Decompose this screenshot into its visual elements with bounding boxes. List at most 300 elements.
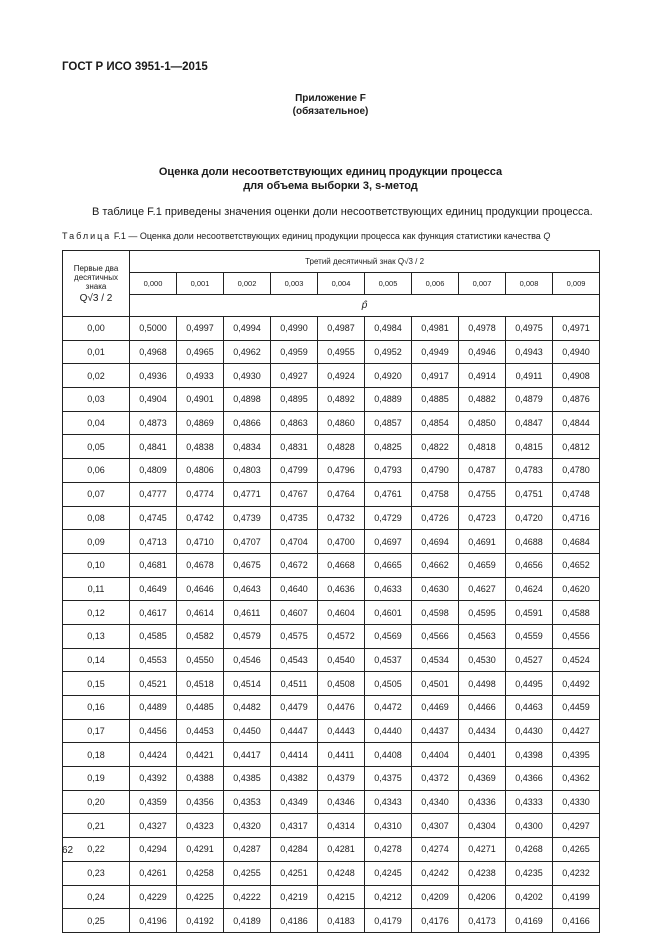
table-cell: 0,4530 xyxy=(459,648,506,672)
row-label: 0,17 xyxy=(63,719,130,743)
table-cell: 0,4930 xyxy=(224,364,271,388)
table-row xyxy=(63,388,600,412)
table-cell: 0,4879 xyxy=(506,388,553,412)
table-cell: 0,4787 xyxy=(459,459,506,483)
table-cell: 0,4962 xyxy=(224,340,271,364)
table-cell: 0,4901 xyxy=(177,388,224,412)
table-cell: 0,4359 xyxy=(130,790,177,814)
table-cell: 0,4349 xyxy=(271,790,318,814)
table-cell: 0,4411 xyxy=(318,743,365,767)
table-cell: 0,4366 xyxy=(506,767,553,791)
table-cell: 0,4617 xyxy=(130,601,177,625)
table-cell: 0,4495 xyxy=(506,672,553,696)
table-cell: 0,4169 xyxy=(506,909,553,933)
table-cell: 0,4863 xyxy=(271,411,318,435)
table-row xyxy=(63,719,600,743)
table-cell: 0,4417 xyxy=(224,743,271,767)
table-cell: 0,4336 xyxy=(459,790,506,814)
table-cell: 0,4630 xyxy=(412,577,459,601)
table-row xyxy=(63,459,600,483)
table-cell: 0,4307 xyxy=(412,814,459,838)
table-cell: 0,4215 xyxy=(318,885,365,909)
row-label: 0,24 xyxy=(63,885,130,909)
table-cell: 0,4943 xyxy=(506,340,553,364)
table-cell: 0,4353 xyxy=(224,790,271,814)
table-cell: 0,4476 xyxy=(318,696,365,720)
table-cell: 0,4990 xyxy=(271,317,318,341)
table-cell: 0,4656 xyxy=(506,553,553,577)
table-cell: 0,4479 xyxy=(271,696,318,720)
table-cell: 0,4281 xyxy=(318,838,365,862)
row-label: 0,09 xyxy=(63,530,130,554)
table-cell: 0,4540 xyxy=(318,648,365,672)
table-cell: 0,4186 xyxy=(271,909,318,933)
table-cell: 0,4751 xyxy=(506,482,553,506)
table-cell: 0,4189 xyxy=(224,909,271,933)
table-cell: 0,4543 xyxy=(271,648,318,672)
row-label: 0,01 xyxy=(63,340,130,364)
table-cell: 0,4831 xyxy=(271,435,318,459)
row-label: 0,13 xyxy=(63,624,130,648)
table-cell: 0,4212 xyxy=(365,885,412,909)
table-cell: 0,4604 xyxy=(318,601,365,625)
table-cell: 0,4498 xyxy=(459,672,506,696)
column-header: 0,008 xyxy=(506,273,553,295)
table-row xyxy=(63,530,600,554)
table-cell: 0,4672 xyxy=(271,553,318,577)
table-row xyxy=(63,364,600,388)
table-cell: 0,4914 xyxy=(459,364,506,388)
table-cell: 0,4838 xyxy=(177,435,224,459)
table-cell: 0,4620 xyxy=(553,577,600,601)
table-cell: 0,4209 xyxy=(412,885,459,909)
appendix-status: (обязательное) xyxy=(292,106,369,117)
table-cell: 0,4633 xyxy=(365,577,412,601)
row-label: 0,23 xyxy=(63,861,130,885)
table-cell: 0,4844 xyxy=(553,411,600,435)
column-header: 0,001 xyxy=(177,273,224,295)
table-cell: 0,4199 xyxy=(553,885,600,909)
table-cell: 0,4971 xyxy=(553,317,600,341)
table-cell: 0,4566 xyxy=(412,624,459,648)
column-headers-row xyxy=(63,273,600,295)
table-cell: 0,4662 xyxy=(412,553,459,577)
row-label: 0,25 xyxy=(63,909,130,933)
section-title-line2: для объема выборки 3, s-метод xyxy=(243,180,418,192)
table-cell: 0,4287 xyxy=(224,838,271,862)
table-row xyxy=(63,624,600,648)
table-cell: 0,4582 xyxy=(177,624,224,648)
table-cell: 0,4511 xyxy=(271,672,318,696)
table-cell: 0,4688 xyxy=(506,530,553,554)
table-cell: 0,4579 xyxy=(224,624,271,648)
table-cell: 0,4563 xyxy=(459,624,506,648)
table-cell: 0,4242 xyxy=(412,861,459,885)
table-cell: 0,4466 xyxy=(459,696,506,720)
row-label: 0,06 xyxy=(63,459,130,483)
table-cell: 0,4546 xyxy=(224,648,271,672)
table-cell: 0,4379 xyxy=(318,767,365,791)
table-cell: 0,4854 xyxy=(412,411,459,435)
table-cell: 0,4430 xyxy=(506,719,553,743)
table-cell: 0,4550 xyxy=(177,648,224,672)
table-cell: 0,4946 xyxy=(459,340,506,364)
table-cell: 0,4904 xyxy=(130,388,177,412)
table-cell: 0,4229 xyxy=(130,885,177,909)
table-cell: 0,4401 xyxy=(459,743,506,767)
table-cell: 0,4822 xyxy=(412,435,459,459)
table-cell: 0,4222 xyxy=(224,885,271,909)
column-group-header: Третий десятичный знак Q√3 / 2 xyxy=(130,251,600,273)
table-row xyxy=(63,411,600,435)
table-cell: 0,4524 xyxy=(553,648,600,672)
table-cell: 0,4202 xyxy=(506,885,553,909)
table-cell: 0,4994 xyxy=(224,317,271,341)
table-cell: 0,4492 xyxy=(553,672,600,696)
table-cell: 0,4777 xyxy=(130,482,177,506)
table-cell: 0,4192 xyxy=(177,909,224,933)
table-row xyxy=(63,838,600,862)
row-label: 0,21 xyxy=(63,814,130,838)
table-cell: 0,4598 xyxy=(412,601,459,625)
row-label: 0,02 xyxy=(63,364,130,388)
row-label: 0,10 xyxy=(63,553,130,577)
table-cell: 0,4463 xyxy=(506,696,553,720)
table-cell: 0,4238 xyxy=(459,861,506,885)
table-cell: 0,4595 xyxy=(459,601,506,625)
table-cell: 0,4427 xyxy=(553,719,600,743)
table-cell: 0,4774 xyxy=(177,482,224,506)
table-cell: 0,4235 xyxy=(506,861,553,885)
table-cell: 0,4340 xyxy=(412,790,459,814)
table-cell: 0,4790 xyxy=(412,459,459,483)
table-cell: 0,4611 xyxy=(224,601,271,625)
table-cell: 0,4981 xyxy=(412,317,459,341)
table-cell: 0,4732 xyxy=(318,506,365,530)
row-label: 0,22 xyxy=(63,838,130,862)
row-label: 0,16 xyxy=(63,696,130,720)
table-cell: 0,4501 xyxy=(412,672,459,696)
table-cell: 0,4908 xyxy=(553,364,600,388)
table-cell: 0,4834 xyxy=(224,435,271,459)
table-cell: 0,4317 xyxy=(271,814,318,838)
data-table xyxy=(62,250,600,933)
table-cell: 0,4984 xyxy=(365,317,412,341)
row-label: 0,07 xyxy=(63,482,130,506)
table-cell: 0,4179 xyxy=(365,909,412,933)
table-cell: 0,4684 xyxy=(553,530,600,554)
row-header-line: Первые два xyxy=(73,264,119,273)
table-cell: 0,4314 xyxy=(318,814,365,838)
table-cell: 0,4793 xyxy=(365,459,412,483)
table-cell: 0,4691 xyxy=(459,530,506,554)
table-cell: 0,4796 xyxy=(318,459,365,483)
table-cell: 0,4885 xyxy=(412,388,459,412)
table-cell: 0,4911 xyxy=(506,364,553,388)
table-cell: 0,4828 xyxy=(318,435,365,459)
row-label: 0,04 xyxy=(63,411,130,435)
table-cell: 0,4251 xyxy=(271,861,318,885)
table-cell: 0,4398 xyxy=(506,743,553,767)
document-standard-header: ГОСТ Р ИСО 3951-1—2015 xyxy=(62,61,208,73)
table-caption-number: F.1 xyxy=(113,231,126,241)
table-cell: 0,4640 xyxy=(271,577,318,601)
table-cell: 0,4924 xyxy=(318,364,365,388)
table-cell: 0,4624 xyxy=(506,577,553,601)
table-cell: 0,4323 xyxy=(177,814,224,838)
table-cell: 0,4291 xyxy=(177,838,224,862)
table-cell: 0,4955 xyxy=(318,340,365,364)
table-cell: 0,4764 xyxy=(318,482,365,506)
table-cell: 0,4356 xyxy=(177,790,224,814)
table-cell: 0,4815 xyxy=(506,435,553,459)
table-caption-q: Q xyxy=(543,231,551,241)
table-cell: 0,4643 xyxy=(224,577,271,601)
table-cell: 0,4895 xyxy=(271,388,318,412)
table-cell: 0,4482 xyxy=(224,696,271,720)
table-cell: 0,4388 xyxy=(177,767,224,791)
column-header: 0,009 xyxy=(553,273,600,295)
section-title xyxy=(0,165,661,193)
table-cell: 0,4649 xyxy=(130,577,177,601)
row-label: 0,18 xyxy=(63,743,130,767)
table-cell: 0,4681 xyxy=(130,553,177,577)
table-row xyxy=(63,861,600,885)
table-cell: 0,4847 xyxy=(506,411,553,435)
table-cell: 0,4527 xyxy=(506,648,553,672)
table-cell: 0,4447 xyxy=(271,719,318,743)
table-cell: 0,4382 xyxy=(271,767,318,791)
table-cell: 0,4668 xyxy=(318,553,365,577)
table-cell: 0,4245 xyxy=(365,861,412,885)
table-cell: 0,4627 xyxy=(459,577,506,601)
table-cell: 0,4333 xyxy=(506,790,553,814)
table-cell: 0,4716 xyxy=(553,506,600,530)
section-title-line1: Оценка доли несоответствующих единиц продукции процесса xyxy=(158,166,503,178)
table-cell: 0,4300 xyxy=(506,814,553,838)
table-cell: 0,4882 xyxy=(459,388,506,412)
row-label: 0,05 xyxy=(63,435,130,459)
row-label: 0,03 xyxy=(63,388,130,412)
table-cell: 0,4729 xyxy=(365,506,412,530)
table-cell: 0,4166 xyxy=(553,909,600,933)
table-row xyxy=(63,577,600,601)
table-cell: 0,4818 xyxy=(459,435,506,459)
table-cell: 0,4450 xyxy=(224,719,271,743)
table-cell: 0,4343 xyxy=(365,790,412,814)
table-cell: 0,4183 xyxy=(318,909,365,933)
table-cell: 0,4274 xyxy=(412,838,459,862)
table-cell: 0,4392 xyxy=(130,767,177,791)
table-cell: 0,4799 xyxy=(271,459,318,483)
table-cell: 0,4697 xyxy=(365,530,412,554)
column-header: 0,003 xyxy=(271,273,318,295)
table-row xyxy=(63,696,600,720)
table-cell: 0,4310 xyxy=(365,814,412,838)
table-cell: 0,4456 xyxy=(130,719,177,743)
table-cell: 0,4825 xyxy=(365,435,412,459)
table-caption-text: — Оценка доли несоответствующих единиц продукции процесса как функция статистики качества xyxy=(125,231,544,241)
row-label: 0,19 xyxy=(63,767,130,791)
table-cell: 0,4771 xyxy=(224,482,271,506)
table-row xyxy=(63,767,600,791)
table-cell: 0,4742 xyxy=(177,506,224,530)
row-header-line: десятичных xyxy=(74,273,118,282)
table-row xyxy=(63,814,600,838)
table-cell: 0,4949 xyxy=(412,340,459,364)
table-cell: 0,4261 xyxy=(130,861,177,885)
table-cell: 0,4421 xyxy=(177,743,224,767)
row-label: 0,11 xyxy=(63,577,130,601)
table-cell: 0,4652 xyxy=(553,553,600,577)
table-cell: 0,4508 xyxy=(318,672,365,696)
table-cell: 0,4521 xyxy=(130,672,177,696)
table-cell: 0,4518 xyxy=(177,672,224,696)
row-label: 0,14 xyxy=(63,648,130,672)
table-header xyxy=(63,251,600,317)
table-cell: 0,4975 xyxy=(506,317,553,341)
table-cell: 0,4434 xyxy=(459,719,506,743)
table-row xyxy=(63,790,600,814)
page-number: 62 xyxy=(62,845,74,856)
table-cell: 0,4707 xyxy=(224,530,271,554)
table-cell: 0,4745 xyxy=(130,506,177,530)
row-label: 0,00 xyxy=(63,317,130,341)
row-header-line: знака xyxy=(85,282,107,291)
table-cell: 0,4735 xyxy=(271,506,318,530)
table-cell: 0,4485 xyxy=(177,696,224,720)
table-cell: 0,4248 xyxy=(318,861,365,885)
table-row xyxy=(63,672,600,696)
table-cell: 0,4453 xyxy=(177,719,224,743)
table-row xyxy=(63,435,600,459)
table-cell: 0,4514 xyxy=(224,672,271,696)
table-cell: 0,4889 xyxy=(365,388,412,412)
table-cell: 0,4372 xyxy=(412,767,459,791)
table-caption xyxy=(62,231,550,241)
table-cell: 0,4927 xyxy=(271,364,318,388)
table-cell: 0,4320 xyxy=(224,814,271,838)
table-body xyxy=(63,317,600,933)
table-cell: 0,4860 xyxy=(318,411,365,435)
table-cell: 0,4614 xyxy=(177,601,224,625)
table-cell: 0,4665 xyxy=(365,553,412,577)
table-cell: 0,4585 xyxy=(130,624,177,648)
table-row xyxy=(63,317,600,341)
table-cell: 0,4920 xyxy=(365,364,412,388)
table-cell: 0,4739 xyxy=(224,506,271,530)
table-row xyxy=(63,553,600,577)
table-cell: 0,4780 xyxy=(553,459,600,483)
table-cell: 0,4369 xyxy=(459,767,506,791)
table-cell: 0,4607 xyxy=(271,601,318,625)
row-header-formula: Q√3 / 2 xyxy=(79,293,113,304)
row-label: 0,12 xyxy=(63,601,130,625)
row-label: 0,20 xyxy=(63,790,130,814)
table-cell: 0,4873 xyxy=(130,411,177,435)
table-cell: 0,4678 xyxy=(177,553,224,577)
table-cell: 0,4959 xyxy=(271,340,318,364)
table-cell: 0,4537 xyxy=(365,648,412,672)
table-cell: 0,4258 xyxy=(177,861,224,885)
table-cell: 0,4898 xyxy=(224,388,271,412)
table-cell: 0,4232 xyxy=(553,861,600,885)
table-cell: 0,4940 xyxy=(553,340,600,364)
table-cell: 0,4196 xyxy=(130,909,177,933)
appendix-title: Приложение F xyxy=(295,93,366,104)
table-cell: 0,4646 xyxy=(177,577,224,601)
table-cell: 0,4806 xyxy=(177,459,224,483)
table-row xyxy=(63,601,600,625)
table-cell: 0,4710 xyxy=(177,530,224,554)
table-cell: 0,4271 xyxy=(459,838,506,862)
table-cell: 0,4556 xyxy=(553,624,600,648)
table-cell: 0,4952 xyxy=(365,340,412,364)
table-row xyxy=(63,506,600,530)
table-cell: 0,4327 xyxy=(130,814,177,838)
table-cell: 0,4173 xyxy=(459,909,506,933)
table-cell: 0,4375 xyxy=(365,767,412,791)
table-cell: 0,4755 xyxy=(459,482,506,506)
table-row xyxy=(63,340,600,364)
table-cell: 0,4437 xyxy=(412,719,459,743)
table-row xyxy=(63,909,600,933)
table-cell: 0,4414 xyxy=(271,743,318,767)
table-cell: 0,4176 xyxy=(412,909,459,933)
column-header: 0,006 xyxy=(412,273,459,295)
table-cell: 0,4304 xyxy=(459,814,506,838)
table-cell: 0,4758 xyxy=(412,482,459,506)
column-header: 0,004 xyxy=(318,273,365,295)
table-cell: 0,4472 xyxy=(365,696,412,720)
table-cell: 0,4408 xyxy=(365,743,412,767)
table-cell: 0,4978 xyxy=(459,317,506,341)
table-row xyxy=(63,482,600,506)
table-cell: 0,4726 xyxy=(412,506,459,530)
table-cell: 0,4892 xyxy=(318,388,365,412)
table-cell: 0,4968 xyxy=(130,340,177,364)
table-cell: 0,4553 xyxy=(130,648,177,672)
intro-paragraph: В таблице F.1 приведены значения оценки доли несоответствующих единиц продукции процесса. xyxy=(92,206,593,218)
table-cell: 0,4783 xyxy=(506,459,553,483)
table-cell: 0,4489 xyxy=(130,696,177,720)
table-cell: 0,4268 xyxy=(506,838,553,862)
table-cell: 0,4850 xyxy=(459,411,506,435)
table-cell: 0,4694 xyxy=(412,530,459,554)
table-cell: 0,4965 xyxy=(177,340,224,364)
table-cell: 0,4936 xyxy=(130,364,177,388)
row-label: 0,08 xyxy=(63,506,130,530)
table-cell: 0,4841 xyxy=(130,435,177,459)
table-row xyxy=(63,648,600,672)
p-hat-header: p̂ xyxy=(130,295,600,317)
table-cell: 0,4297 xyxy=(553,814,600,838)
column-header: 0,000 xyxy=(130,273,177,295)
table-cell: 0,4767 xyxy=(271,482,318,506)
table-cell: 0,4206 xyxy=(459,885,506,909)
table-cell: 0,4534 xyxy=(412,648,459,672)
table-cell: 0,4588 xyxy=(553,601,600,625)
table-cell: 0,4933 xyxy=(177,364,224,388)
column-header: 0,005 xyxy=(365,273,412,295)
table-cell: 0,4404 xyxy=(412,743,459,767)
column-header: 0,002 xyxy=(224,273,271,295)
table-cell: 0,4362 xyxy=(553,767,600,791)
table-cell: 0,4385 xyxy=(224,767,271,791)
table-cell: 0,4459 xyxy=(553,696,600,720)
table-cell: 0,4987 xyxy=(318,317,365,341)
table-cell: 0,4572 xyxy=(318,624,365,648)
